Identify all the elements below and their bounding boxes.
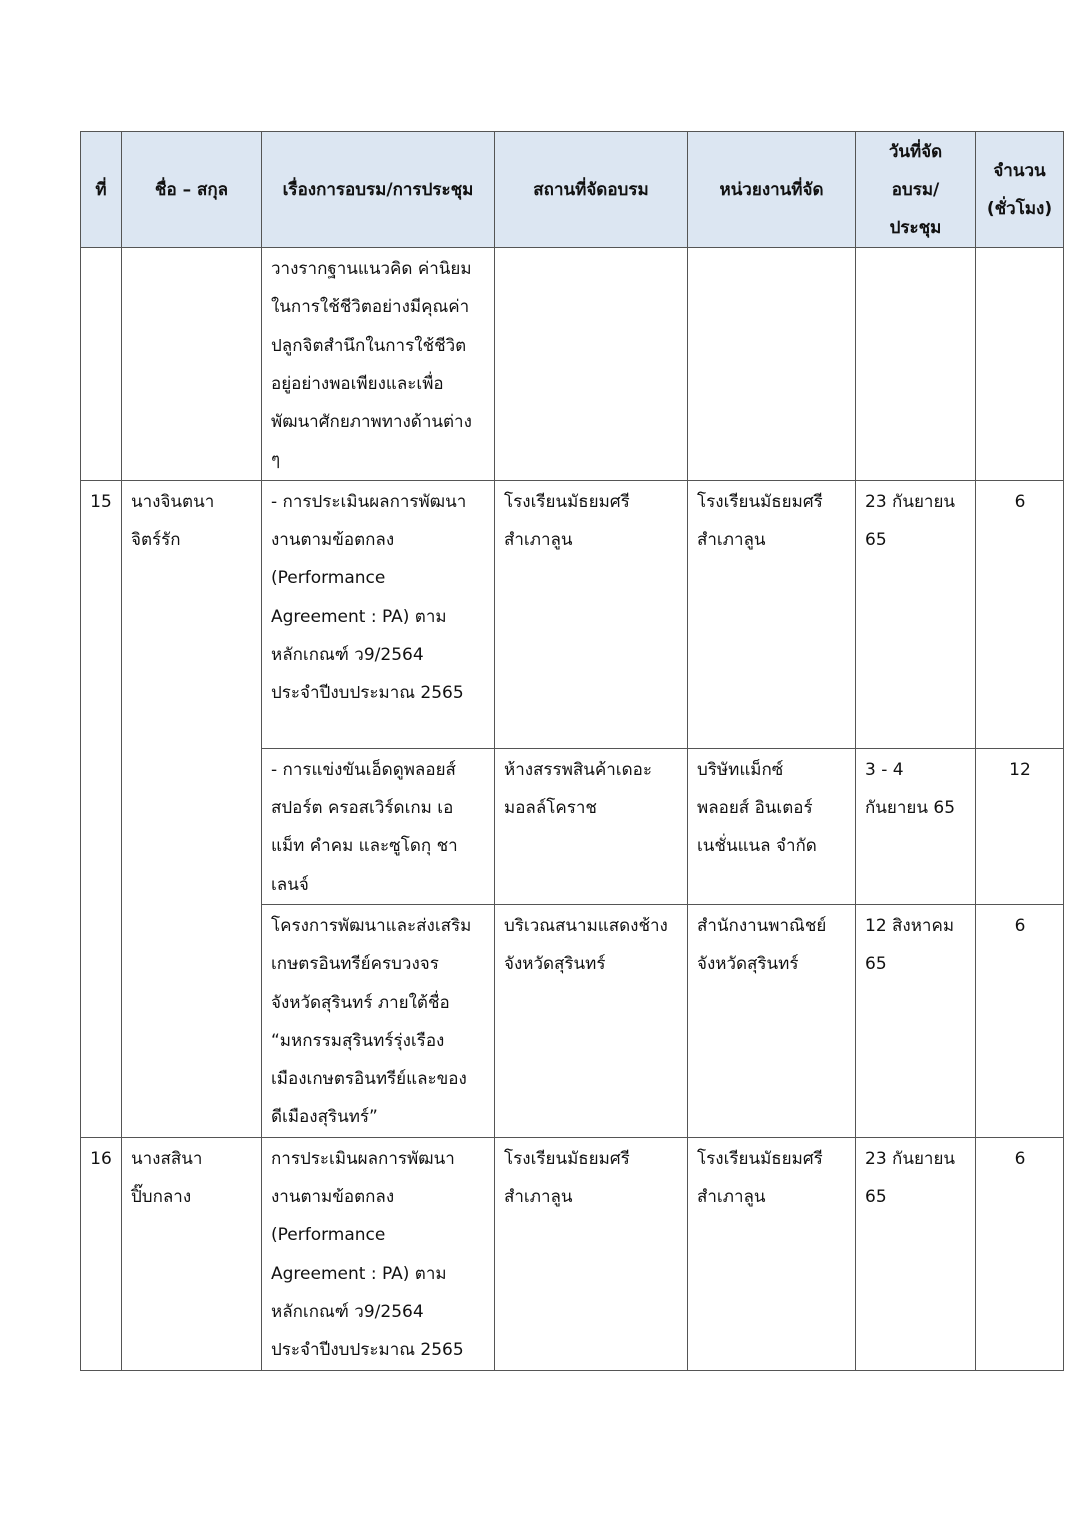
cell-hours: 12 xyxy=(976,748,1064,904)
cell-no: 15 xyxy=(81,480,122,748)
cell-no xyxy=(81,748,122,904)
cell-venue: โรงเรียนมัธยมศรี สำเภาลูน xyxy=(495,1137,688,1370)
training-table xyxy=(80,131,1064,1371)
cell-date: 12 สิงหาคม 65 xyxy=(856,904,976,1137)
cell-name xyxy=(122,904,262,1137)
cell-topic: - การประเมินผลการพัฒนา งานตามข้อตกลง (Performance Agreement : PA) ตาม หลักเกณฑ์ ว9/2564 ประจำปีงบประมาณ 2565 xyxy=(262,480,495,748)
cell-name xyxy=(122,748,262,904)
cell-date: 23 กันยายน 65 xyxy=(856,1137,976,1370)
cell-organizer: โรงเรียนมัธยมศรี สำเภาลูน xyxy=(688,480,856,748)
cell-hours: 6 xyxy=(976,904,1064,1137)
cell-venue xyxy=(495,248,688,481)
cell-topic: วางรากฐานแนวคิด ค่านิยม ในการใช้ชีวิตอย่างมีคุณค่า ปลูกจิตสำนึกในการใช้ชีวิต อยู่อย่างพอเพียงและเพื่อ พัฒนาศักยภาพทางด้านต่าง ๆ xyxy=(262,248,495,481)
table-row xyxy=(81,480,1064,748)
table-row xyxy=(81,248,1064,481)
cell-name xyxy=(122,248,262,481)
table-row xyxy=(81,904,1064,1137)
cell-venue: โรงเรียนมัธยมศรี สำเภาลูน xyxy=(495,480,688,748)
header-topic: เรื่องการอบรม/การประชุม xyxy=(262,132,495,248)
table-row xyxy=(81,1137,1064,1370)
cell-date xyxy=(856,248,976,481)
cell-hours: 6 xyxy=(976,1137,1064,1370)
cell-organizer: บริษัทแม็กซ์ พลอยส์ อินเตอร์ เนชั่นแนล จำกัด xyxy=(688,748,856,904)
header-hours: จำนวน (ชั่วโมง) xyxy=(976,132,1064,248)
header-date: วันที่จัด อบรม/ ประชุม xyxy=(856,132,976,248)
cell-no: 16 xyxy=(81,1137,122,1370)
header-name: ชื่อ – สกุล xyxy=(122,132,262,248)
cell-no xyxy=(81,904,122,1137)
cell-topic: - การแข่งขันเอ็ดดูพลอยส์ สปอร์ต ครอสเวิร์ดเกม เอ แม็ท คำคม และซูโดกุ ชา เลนจ์ xyxy=(262,748,495,904)
header-row xyxy=(81,132,1064,248)
header-organizer: หน่วยงานที่จัด xyxy=(688,132,856,248)
cell-organizer: โรงเรียนมัธยมศรี สำเภาลูน xyxy=(688,1137,856,1370)
cell-hours: 6 xyxy=(976,480,1064,748)
cell-organizer xyxy=(688,248,856,481)
header-no: ที่ xyxy=(81,132,122,248)
header-venue: สถานที่จัดอบรม xyxy=(495,132,688,248)
cell-name: นางจินตนา จิตร์รัก xyxy=(122,480,262,748)
cell-date: 3 - 4 กันยายน 65 xyxy=(856,748,976,904)
cell-organizer: สำนักงานพาณิชย์ จังหวัดสุรินทร์ xyxy=(688,904,856,1137)
cell-topic: โครงการพัฒนาและส่งเสริม เกษตรอินทรีย์ครบวงจร จังหวัดสุรินทร์ ภายใต้ชื่อ “มหกรรมสุรินทร์รุ่งเรือง เมืองเกษตรอินทรีย์และของ ดีเมืองสุรินทร์” xyxy=(262,904,495,1137)
cell-topic: การประเมินผลการพัฒนา งานตามข้อตกลง (Performance Agreement : PA) ตาม หลักเกณฑ์ ว9/2564 ประจำปีงบประมาณ 2565 xyxy=(262,1137,495,1370)
cell-venue: บริเวณสนามแสดงช้าง จังหวัดสุรินทร์ xyxy=(495,904,688,1137)
cell-venue: ห้างสรรพสินค้าเดอะ มอลล์โคราช xyxy=(495,748,688,904)
cell-date: 23 กันยายน 65 xyxy=(856,480,976,748)
cell-name: นางสสินา ปิ๊บกลาง xyxy=(122,1137,262,1370)
cell-hours xyxy=(976,248,1064,481)
table-row xyxy=(81,748,1064,904)
cell-no xyxy=(81,248,122,481)
